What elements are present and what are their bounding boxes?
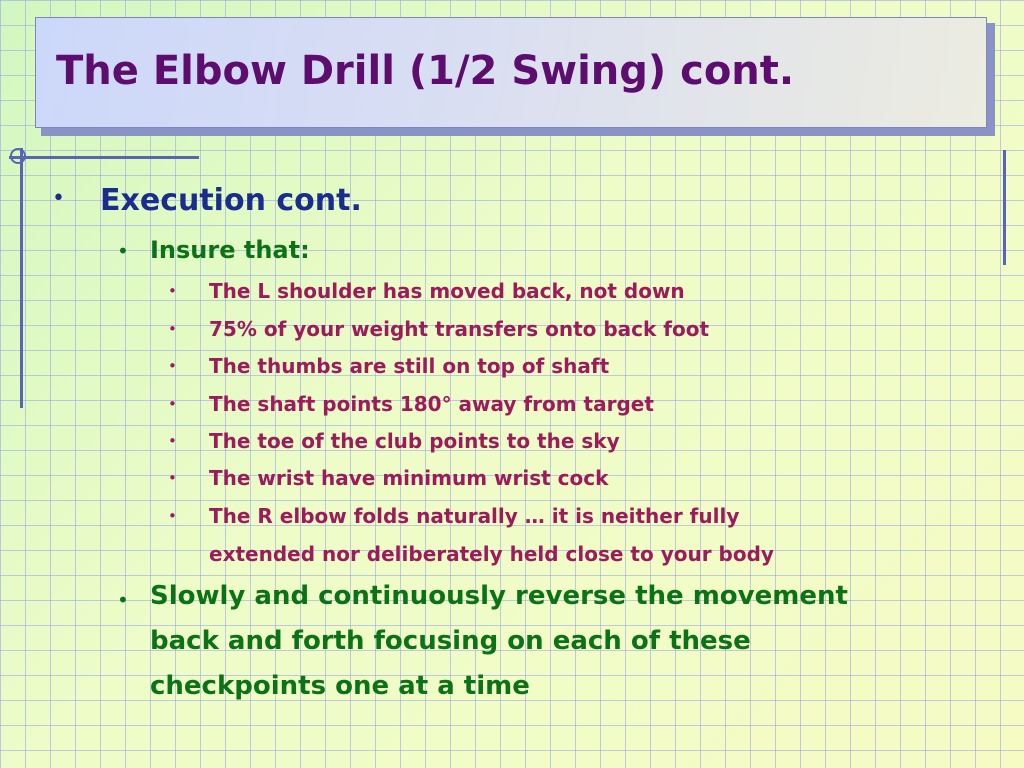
checkpoint-item: The wrist have minimum wrist cock [209, 466, 609, 490]
checkpoint-item: The toe of the club points to the sky [209, 429, 620, 453]
bullet-level3: • [168, 395, 177, 413]
bullet-slowly-line1: Slowly and continuously reverse the movement [150, 581, 848, 611]
bullet-level3: • [168, 357, 177, 375]
title-box [35, 17, 987, 128]
bullet-level3: • [168, 432, 177, 450]
checkpoint-item: The shaft points 180° away from target [209, 392, 654, 416]
decorative-vertical-line-right [1003, 150, 1006, 265]
checkpoint-item: 75% of your weight transfers onto back foot [209, 317, 710, 341]
checkpoint-item: The thumbs are still on top of shaft [209, 354, 610, 378]
bullet-level1: • [52, 186, 65, 211]
bullet-level3: • [168, 320, 177, 338]
decorative-horizontal-line [9, 156, 199, 159]
bullet-level3: • [168, 469, 177, 487]
checkpoint-item: The R elbow folds naturally … it is neither fully [209, 504, 740, 528]
bullet-slowly-line2: back and forth focusing on each of these [150, 626, 751, 656]
decorative-vertical-line-left [20, 148, 23, 408]
bullet-slowly-line3: checkpoints one at a time [150, 671, 530, 701]
bullet-level2: • [117, 588, 129, 612]
slide-title: The Elbow Drill (1/2 Swing) cont. [56, 48, 795, 94]
bullet-level3: • [168, 507, 177, 525]
bullet-insure: Insure that: [150, 236, 310, 264]
bullet-execution: Execution cont. [100, 183, 362, 218]
bullet-level3: • [168, 282, 177, 300]
checkpoint-item: The L shoulder has moved back, not down [209, 279, 685, 303]
checkpoint-item-continuation: extended nor deliberately held close to your body [209, 542, 774, 566]
bullet-level2: • [117, 239, 129, 263]
decorative-ring-icon [10, 148, 26, 164]
